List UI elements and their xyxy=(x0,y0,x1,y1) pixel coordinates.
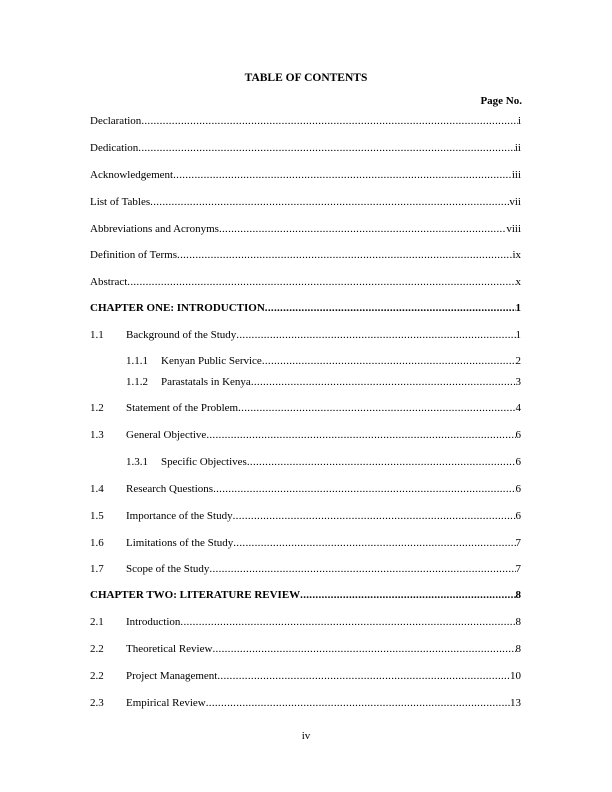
toc-entry-number: 1.6 xyxy=(90,537,104,549)
toc-entry-page: 6 xyxy=(515,429,521,441)
toc-entry xyxy=(90,329,521,342)
toc-entry-page: 10 xyxy=(510,670,521,682)
toc-entry-label: Dedication xyxy=(90,142,139,154)
dot-leader xyxy=(141,115,518,128)
toc-entry xyxy=(90,276,521,289)
toc-entry-label: Theoretical Review xyxy=(126,643,213,655)
toc-entry xyxy=(90,670,521,683)
toc-entry xyxy=(90,643,521,656)
toc-entry-page: x xyxy=(515,276,521,288)
toc-entry-label: Abbreviations and Acronyms xyxy=(90,223,219,235)
toc-entry xyxy=(90,169,521,182)
toc-entry-number: 1.4 xyxy=(90,483,104,495)
toc-entry-label: Parastatals in Kenya xyxy=(161,376,251,388)
toc-entry-label: CHAPTER TWO: LITERATURE REVIEW xyxy=(90,589,301,601)
toc-entry-page: 1 xyxy=(515,329,521,341)
toc-entry-label: Background of the Study xyxy=(126,329,237,341)
dot-leader xyxy=(206,697,510,710)
toc-entry-number: 2.2 xyxy=(90,643,104,655)
dot-leader xyxy=(262,355,516,368)
toc-entry xyxy=(90,537,521,550)
toc-entry xyxy=(90,563,521,576)
page-no-header: Page No. xyxy=(480,95,522,107)
dot-leader xyxy=(219,223,506,236)
dot-leader xyxy=(300,589,515,602)
dot-leader xyxy=(206,429,515,442)
toc-entry xyxy=(90,196,521,209)
dot-leader xyxy=(233,537,515,550)
toc-entry-label: Introduction xyxy=(126,616,181,628)
toc-entry-page: 6 xyxy=(515,483,521,495)
toc-entry-number: 1.3.1 xyxy=(126,456,148,468)
toc-entry xyxy=(126,355,521,368)
toc-entry-label: Statement of the Problem xyxy=(126,402,239,414)
toc-entry-number: 2.1 xyxy=(90,616,104,628)
toc-entry-page: 4 xyxy=(515,402,521,414)
toc-entry-page: 8 xyxy=(515,643,521,655)
toc-entry-label: General Objective xyxy=(126,429,207,441)
toc-entry-label: Scope of the Study xyxy=(126,563,210,575)
toc-entry-page: 3 xyxy=(515,376,521,388)
dot-leader xyxy=(177,249,512,262)
dot-leader xyxy=(173,169,512,182)
toc-entry-page: 8 xyxy=(515,589,521,601)
toc-entry-label: Abstract xyxy=(90,276,128,288)
dot-leader xyxy=(138,142,515,155)
toc-entry-page: ix xyxy=(512,249,521,261)
dot-leader xyxy=(127,276,515,289)
dot-leader xyxy=(251,376,516,389)
toc-entry-number: 1.3 xyxy=(90,429,104,441)
toc-entry-label: Importance of the Study xyxy=(126,510,233,522)
toc-entry-number: 2.2 xyxy=(90,670,104,682)
toc-entry xyxy=(90,249,521,262)
toc-entry xyxy=(90,115,521,128)
toc-entry xyxy=(90,589,521,602)
toc-entry-label: Empirical Review xyxy=(126,697,206,709)
toc-entry-page: 7 xyxy=(515,537,521,549)
toc-entry-label: Research Questions xyxy=(126,483,214,495)
toc-entry-number: 1.1.1 xyxy=(126,355,148,367)
toc-entry-label: Definition of Terms xyxy=(90,249,178,261)
toc-entry-label: CHAPTER ONE: INTRODUCTION xyxy=(90,302,265,314)
dot-leader xyxy=(236,329,515,342)
toc-entry-number: 1.1.2 xyxy=(126,376,148,388)
toc-entry-page: 2 xyxy=(515,355,521,367)
toc-entry-number: 1.2 xyxy=(90,402,104,414)
toc-entry xyxy=(90,697,521,710)
toc-entry-number: 1.5 xyxy=(90,510,104,522)
toc-entry-page: iii xyxy=(511,169,521,181)
toc-entry-page: viii xyxy=(506,223,521,235)
toc-entry-number: 1.7 xyxy=(90,563,104,575)
footer-page-number: iv xyxy=(301,730,311,742)
dot-leader xyxy=(180,616,515,629)
toc-entry-page: ii xyxy=(514,142,521,154)
toc-entry-page: 8 xyxy=(515,616,521,628)
toc-entry-page: vii xyxy=(509,196,521,208)
dot-leader xyxy=(213,483,515,496)
dot-leader xyxy=(238,402,515,415)
toc-entry-number: 1.1 xyxy=(90,329,104,341)
toc-entry xyxy=(90,616,521,629)
dot-leader xyxy=(209,563,515,576)
dot-leader xyxy=(212,643,515,656)
toc-entry xyxy=(90,510,521,523)
toc-entry xyxy=(90,429,521,442)
dot-leader xyxy=(233,510,516,523)
toc-entry-label: Acknowledgement xyxy=(90,169,174,181)
toc-entry-label: Specific Objectives xyxy=(161,456,247,468)
toc-entry xyxy=(90,483,521,496)
toc-entry-page: 1 xyxy=(515,302,521,314)
toc-entry xyxy=(90,223,521,236)
toc-entry-page: 6 xyxy=(515,456,521,468)
toc-entry xyxy=(90,142,521,155)
toc-entry-page: 7 xyxy=(515,563,521,575)
page-title: TABLE OF CONTENTS xyxy=(244,72,368,84)
dot-leader xyxy=(247,456,516,469)
dot-leader xyxy=(150,196,509,209)
toc-entry-label: Declaration xyxy=(90,115,142,127)
toc-entry-label: Project Management xyxy=(126,670,218,682)
toc-entry xyxy=(126,376,521,389)
toc-entry-label: List of Tables xyxy=(90,196,151,208)
dot-leader xyxy=(265,302,516,315)
toc-entry-page: 13 xyxy=(510,697,521,709)
toc-entry-label: Kenyan Public Service xyxy=(161,355,262,367)
toc-entry-number: 2.3 xyxy=(90,697,104,709)
toc-entry-label: Limitations of the Study xyxy=(126,537,234,549)
dot-leader xyxy=(217,670,510,683)
toc-entry xyxy=(90,302,521,315)
toc-entry xyxy=(126,456,521,469)
toc-entry-page: 6 xyxy=(515,510,521,522)
toc-entry-page: i xyxy=(517,115,521,127)
toc-entry xyxy=(90,402,521,415)
